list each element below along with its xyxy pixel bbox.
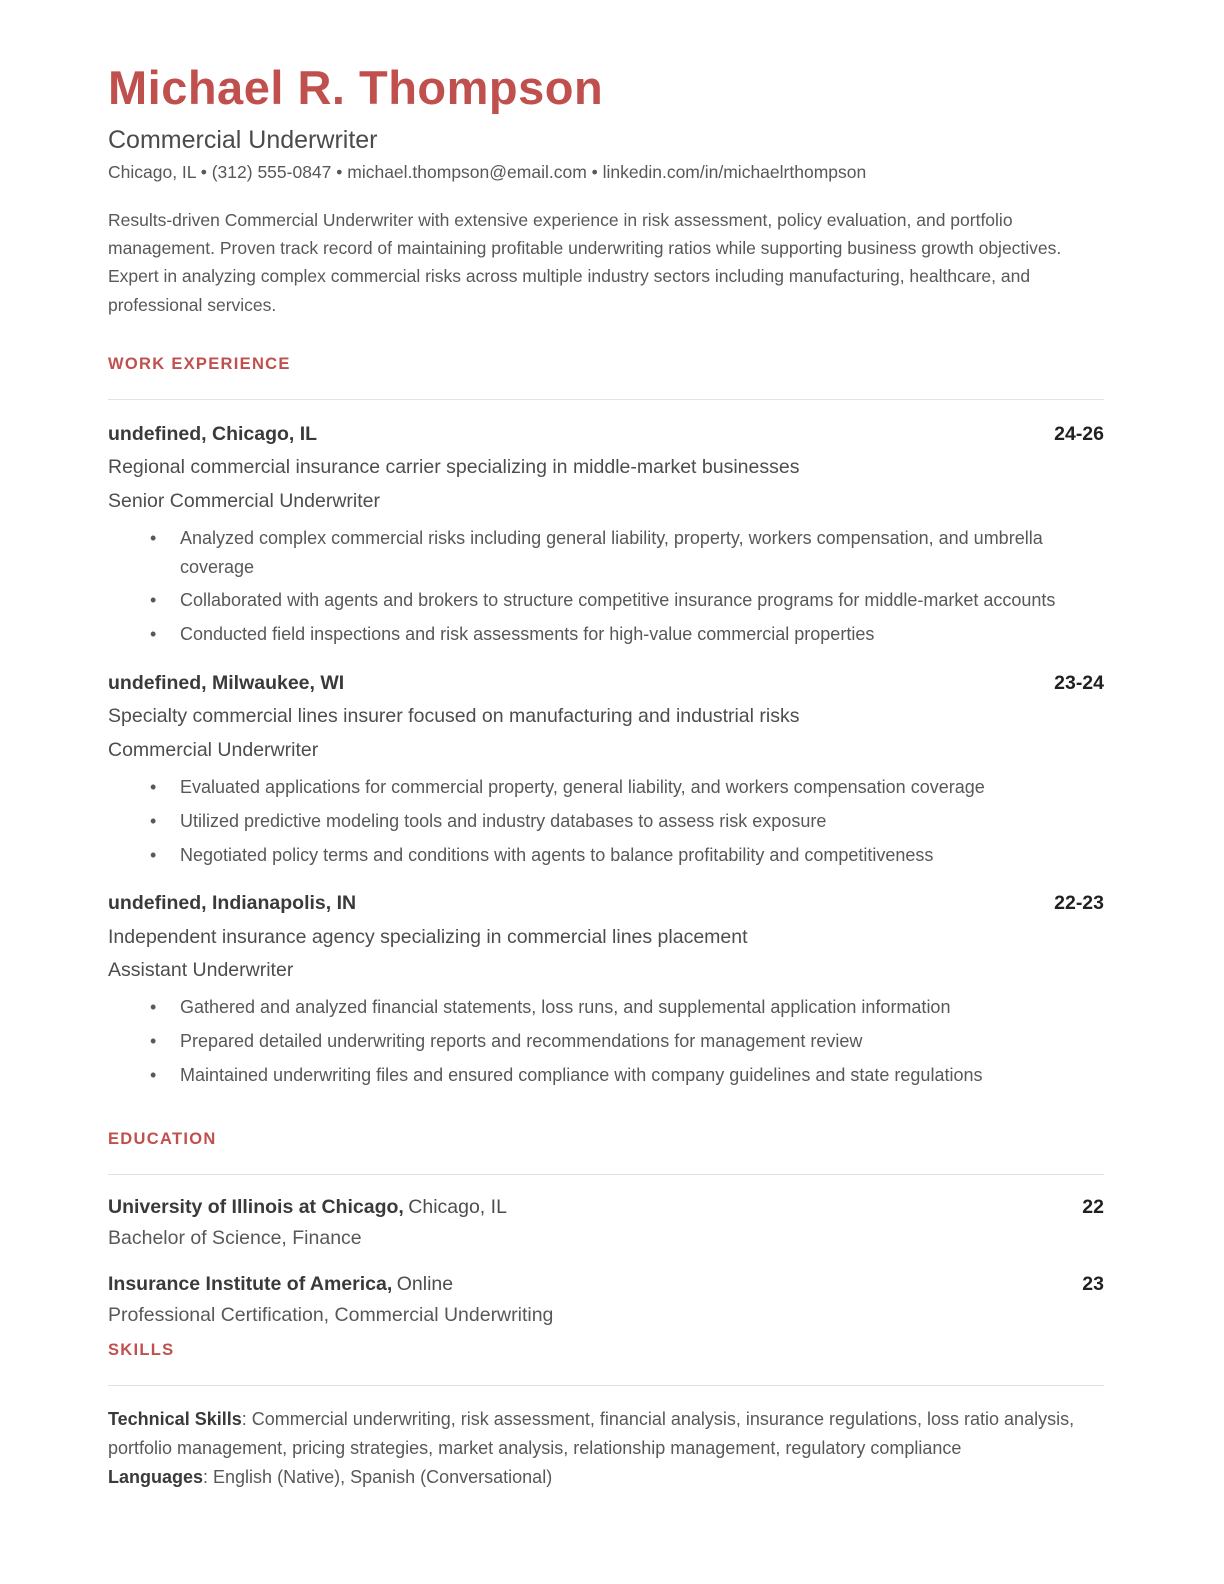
skills-languages-line: [108, 1463, 1104, 1492]
job-bullet: • Negotiated policy terms and conditions with agents to balance profitability and competitiveness: [108, 841, 1104, 870]
job-entry-2: [108, 670, 1104, 869]
skills-languages-value: : English (Native), Spanish (Conversational): [203, 1466, 553, 1487]
job-bullet-list: [108, 773, 1104, 869]
education-location: Chicago, IL: [408, 1195, 507, 1218]
job-company: undefined, Milwaukee, WI: [108, 672, 345, 695]
education-institution-line: [108, 1273, 453, 1296]
job-role: Commercial Underwriter: [108, 738, 319, 761]
education-degree: Professional Certification, Commercial Underwriting: [108, 1303, 554, 1326]
education-header-row: [108, 1196, 1104, 1219]
job-entry-1: [108, 421, 1104, 649]
job-header-row: [108, 421, 1104, 448]
contact-line: Chicago, IL • (312) 555-0847 • michael.thompson@email.com • linkedin.com/in/michaelrthompson: [108, 161, 867, 182]
education-entry-2: [108, 1273, 1104, 1329]
resume-header: [108, 62, 1104, 183]
job-bullet: • Gathered and analyzed financial statements, loss runs, and supplemental application information: [108, 993, 1104, 1022]
education-header-row: [108, 1273, 1104, 1296]
job-dates: 24-26: [1054, 423, 1104, 446]
education-dates: 22: [1082, 1195, 1104, 1218]
job-bullet-list: [108, 524, 1104, 649]
job-bullet: • Maintained underwriting files and ensured compliance with company guidelines and state regulations: [108, 1061, 1104, 1090]
skills-languages-label: Languages: [108, 1466, 204, 1487]
skills-technical-line: [108, 1405, 1104, 1463]
job-dates: 23-24: [1054, 672, 1104, 695]
job-bullet: • Conducted field inspections and risk assessments for high-value commercial properties: [108, 620, 1104, 649]
job-bullet: • Utilized predictive modeling tools and industry databases to assess risk exposure: [108, 807, 1104, 836]
section-skills: [108, 1341, 1104, 1491]
person-name: Michael R. Thompson: [108, 61, 604, 114]
job-entry-3: [108, 890, 1104, 1089]
section-divider: [108, 399, 1104, 400]
section-divider: [108, 1385, 1104, 1386]
job-company-description: Specialty commercial lines insurer focused on manufacturing and industrial risks: [108, 705, 800, 728]
job-header-row: [108, 890, 1104, 917]
job-company: undefined, Chicago, IL: [108, 423, 318, 446]
section-divider: [108, 1174, 1104, 1175]
education-dates: 23: [1082, 1272, 1104, 1295]
section-education: [108, 1130, 1104, 1330]
job-bullet-list: [108, 993, 1104, 1089]
job-dates: 22-23: [1054, 892, 1104, 915]
education-degree: Bachelor of Science, Finance: [108, 1226, 362, 1249]
education-institution: Insurance Institute of America,: [108, 1272, 393, 1295]
job-role: Senior Commercial Underwriter: [108, 489, 380, 512]
job-header-row: [108, 670, 1104, 697]
skills-technical-label: Technical Skills: [108, 1409, 242, 1430]
work-section-heading: WORK EXPERIENCE: [108, 355, 291, 374]
education-location: Online: [396, 1272, 454, 1295]
education-section-heading: EDUCATION: [108, 1129, 217, 1148]
person-title: Commercial Underwriter: [108, 125, 378, 154]
skills-section-heading: SKILLS: [108, 1341, 175, 1360]
education-institution-line: [108, 1196, 507, 1219]
section-work-experience: [108, 355, 1104, 1089]
job-company-description: Regional commercial insurance carrier specializing in middle-market businesses: [108, 456, 800, 479]
job-bullet: • Analyzed complex commercial risks including general liability, property, workers compensation, and umbrella coverage: [108, 524, 1104, 582]
job-bullet: • Evaluated applications for commercial property, general liability, and workers compensation coverage: [108, 773, 1104, 802]
education-entry-1: [108, 1196, 1104, 1252]
summary-paragraph: Results-driven Commercial Underwriter with extensive experience in risk assessment, policy evaluation, and portfolio management. Proven track record of maintaining profitable underwriting ratios while supporting business growth objectives. Expert in analyzing complex commercial risks across multiple industry sectors including manufacturing, healthcare, and professional services.: [108, 209, 1062, 315]
skills-technical-value: : Commercial underwriting, risk assessment, financial analysis, insurance regulations, loss ratio analysis, portfolio management, pricing strategies, market analysis, relationship management, regulatory compliance: [108, 1409, 1075, 1458]
education-institution: University of Illinois at Chicago,: [108, 1195, 404, 1218]
job-company-description: Independent insurance agency specializing in commercial lines placement: [108, 925, 748, 948]
job-bullet: • Collaborated with agents and brokers to structure competitive insurance programs for middle-market accounts: [108, 586, 1104, 615]
job-role: Assistant Underwriter: [108, 958, 294, 981]
job-company: undefined, Indianapolis, IN: [108, 892, 357, 915]
job-bullet: • Prepared detailed underwriting reports and recommendations for management review: [108, 1027, 1104, 1056]
